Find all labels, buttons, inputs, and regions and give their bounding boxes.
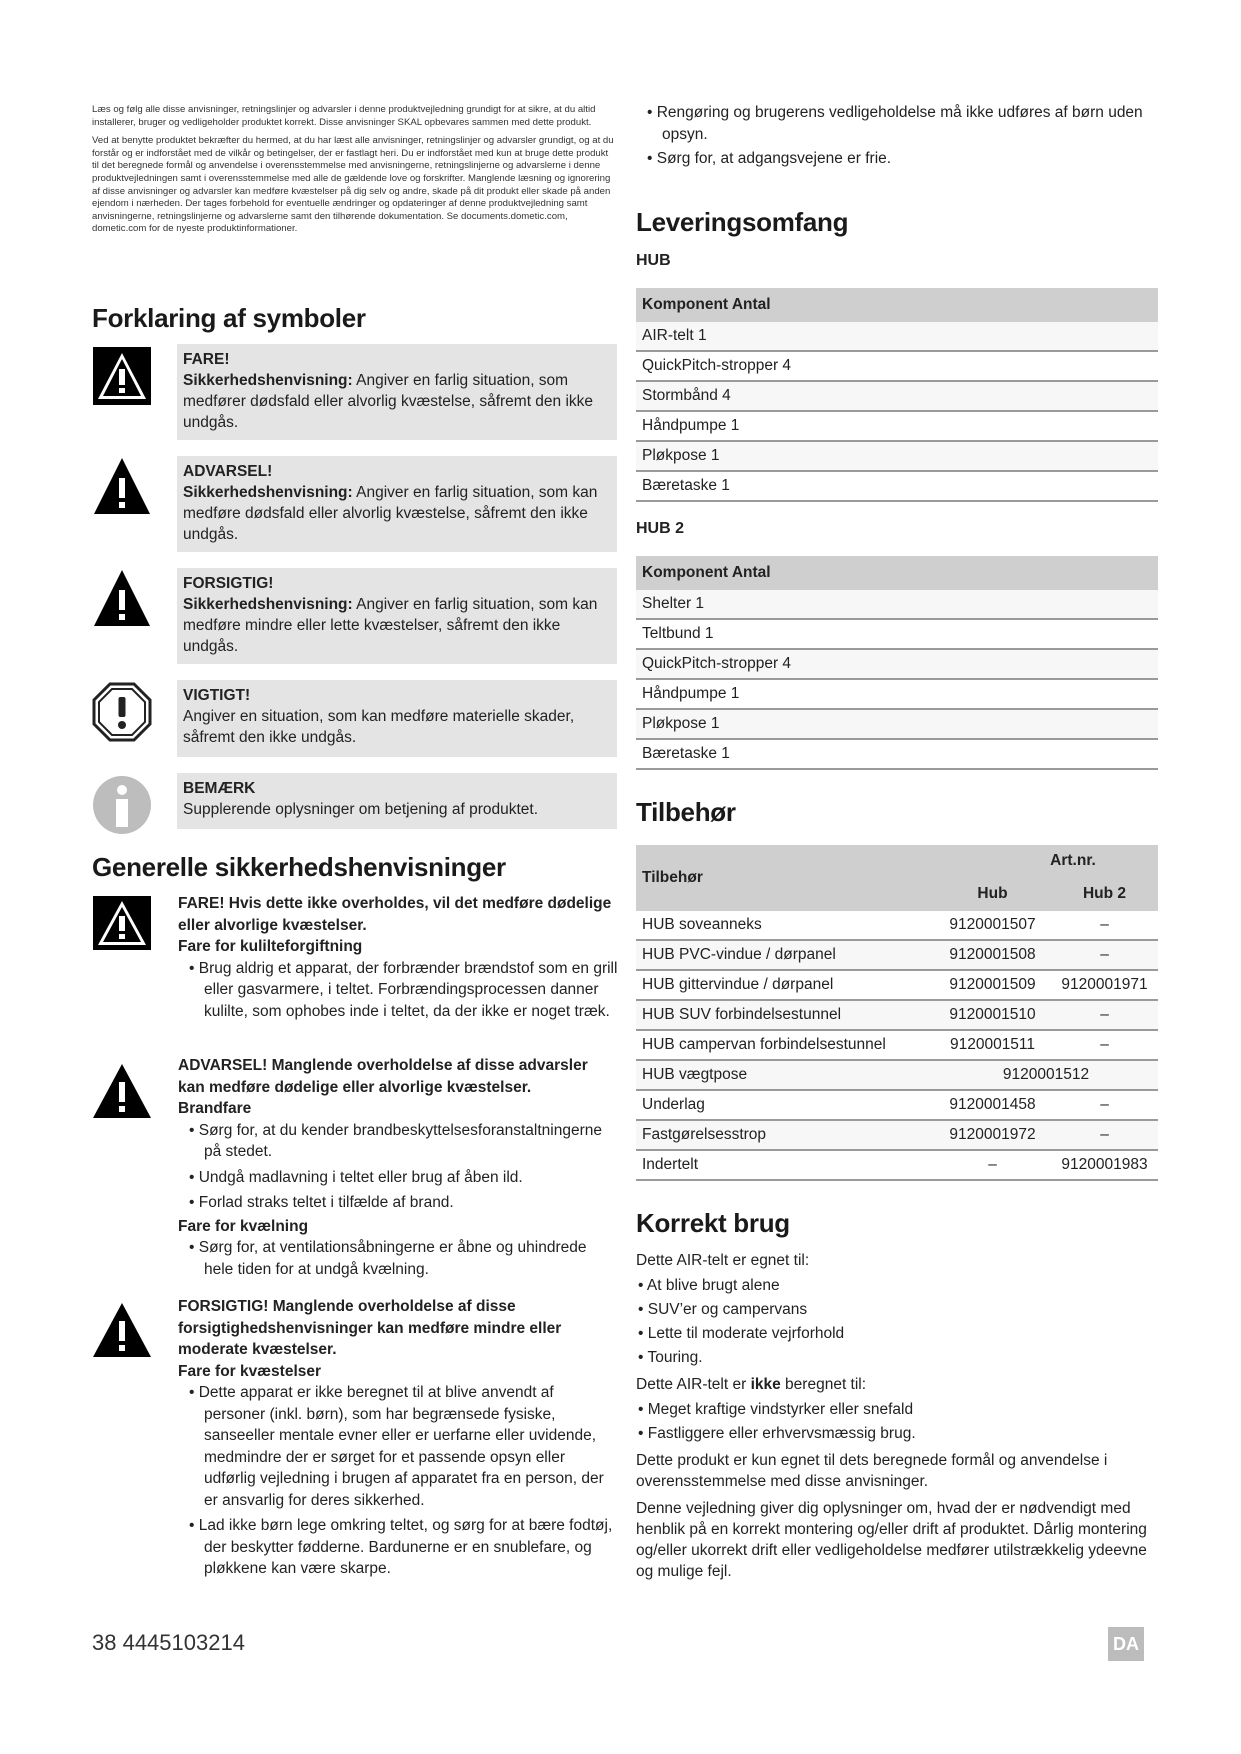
- list-item: • Lette til moderate vejrforhold: [636, 1323, 1161, 1344]
- intro-paragraph-2: Ved at benytte produktet bekræfter du hermed, at du har læst alle anvisninger, retningslinjer og advarsler grundigt, og at du forstår og er indforstået med de vilkår og betingelser, der er fastlagt heri. Du er indforstået med kun at bruge dette produkt til det beregnede formål og anvendelse i overensstemmelse med anvisningerne, retningslinjerne og advarslerne i denne produktvejledningen samt i overensstemmelse med alle de gældende love og forskrifter. Manglende læsning og ignorering af disse anvisninger og advarsler kan medføre kvæstelser på dig selv og andre, skade på dit produkt eller skade på anden ejendom i nærheden. Der tages forbehold for eventuelle ændringer og opdateringer af denne produktvejledning samt anvisningerne, retningslinjerne og advarslerne samt den tilhørende dokumentation. Se documents.dometic.com, dometic.com for de nyeste produktinformationer.: [92, 135, 614, 235]
- hub2-title: HUB 2: [636, 520, 685, 537]
- general-danger-sub: Fare for kulilteforgiftning: [178, 938, 363, 955]
- table-cell: –: [1051, 1120, 1158, 1150]
- correct-use-paragraph-1: Dette produkt er kun egnet til dets beregnede formål og anvendelse i overensstemmelse med disse anvisninger.: [636, 1452, 1108, 1490]
- hub-title: HUB: [636, 252, 671, 269]
- hub-table-header: Komponent Antal: [636, 288, 1158, 322]
- table-cell: 9120001983: [1051, 1150, 1158, 1180]
- table-cell: QuickPitch-stropper 4: [636, 649, 1158, 679]
- table-cell: Teltbund 1: [636, 619, 1158, 649]
- table-row: [636, 739, 1158, 769]
- symbol-caution-box: [177, 568, 617, 664]
- table-cell: 9120001972: [934, 1120, 1051, 1150]
- list-item: • Dette apparat er ikke beregnet til at blive anvendt af personer (inkl. børn), som har begrænsede fysiske, sanseeller mentale evner eller er uerfarne eller uvidende, medmindre der er sørget for et passende opsyn eller udførlig vejledning i brugen af apparatet fra en person, der er ansvarlig for deres sikkerhed.: [178, 1382, 618, 1511]
- table-row: [636, 411, 1158, 441]
- table-cell: Pløkpose 1: [636, 709, 1158, 739]
- symbol-note-text: Supplerende oplysninger om betjening af produktet.: [183, 801, 539, 818]
- symbol-danger-box: [177, 344, 617, 440]
- table-row: [636, 1030, 1158, 1060]
- symbol-caution-text: Angiver en farlig situation, som kan medføre mindre eller lette kvæstelser, såfremt den ikke undgås.: [183, 596, 598, 655]
- table-row: [636, 1090, 1158, 1120]
- table-cell: –: [1051, 1030, 1158, 1060]
- symbol-warning-label: Sikkerhedshenvisning:: [183, 484, 353, 501]
- symbol-danger-title: FARE!: [183, 351, 230, 368]
- table-cell: Håndpumpe 1: [636, 679, 1158, 709]
- general-danger-list: [178, 958, 618, 1023]
- table-row: [636, 1150, 1158, 1180]
- list-item: • Fastliggere eller erhvervsmæssig brug.: [636, 1423, 1161, 1444]
- list-item: • Sørg for, at adgangsvejene er frie.: [636, 148, 1161, 170]
- correct-use-section: [636, 1250, 1161, 1582]
- table-row: [636, 1060, 1158, 1090]
- table-row: [636, 940, 1158, 970]
- correct-use-heading: Korrekt brug: [636, 1208, 790, 1238]
- table-cell: HUB soveanneks: [636, 911, 934, 940]
- general-warning-text: [178, 1055, 618, 1280]
- language-badge: DA: [1108, 1627, 1144, 1661]
- not-suitable-intro: [636, 1374, 1161, 1395]
- accessories-table: [636, 845, 1158, 1181]
- table-cell: 9120001458: [934, 1090, 1051, 1120]
- delivery-heading: Leveringsomfang: [636, 207, 849, 237]
- table-row: [636, 619, 1158, 649]
- list-item: • Touring.: [636, 1347, 1161, 1368]
- notice-octagon-icon: [92, 682, 152, 742]
- symbol-notice-box: [177, 680, 617, 757]
- table-cell: 9120001971: [1051, 970, 1158, 1000]
- list-item: • Meget kraftige vindstyrker eller snefald: [636, 1399, 1161, 1420]
- danger-warning-icon: [92, 895, 152, 951]
- table-cell: Håndpumpe 1: [636, 411, 1158, 441]
- right-top-bullets: [636, 102, 1161, 170]
- table-cell: Bæretaske 1: [636, 471, 1158, 501]
- symbol-warning-text: Angiver en farlig situation, som kan medføre dødsfald eller alvorlig kvæstelse, såfremt den ikke undgås.: [183, 484, 598, 543]
- table-cell: HUB campervan forbindelsestunnel: [636, 1030, 934, 1060]
- general-warning-head: ADVARSEL! Manglende overholdelse af disse advarsler kan medføre dødelige eller alvorlige kvæstelser.: [178, 1057, 588, 1096]
- symbol-note-title: BEMÆRK: [183, 780, 256, 797]
- accessories-hub-header: Hub: [934, 877, 1051, 911]
- list-item: • Sørg for, at du kender brandbeskyttelsesforanstaltningerne på stedet.: [178, 1120, 618, 1163]
- table-cell: HUB vægtpose: [636, 1060, 934, 1090]
- list-item: • Lad ikke børn lege omkring teltet, og sørg for at bære fodtøj, der beskytter fødderne. Bardunerne er en snublefare, og pløkkene kan være skarpe.: [178, 1515, 618, 1580]
- table-cell: –: [934, 1150, 1051, 1180]
- table-cell: HUB PVC-vindue / dørpanel: [636, 940, 934, 970]
- table-cell: Shelter 1: [636, 590, 1158, 619]
- general-caution-list: [178, 1382, 618, 1580]
- table-cell: Stormbånd 4: [636, 381, 1158, 411]
- page-number: 38 4445103214: [92, 1630, 245, 1655]
- table-row: [636, 381, 1158, 411]
- intro: [92, 104, 617, 242]
- not-suitable-post: beregnet til:: [780, 1376, 867, 1393]
- symbol-notice-text: Angiver en situation, som kan medføre materielle skader, såfremt den ikke undgås.: [183, 708, 575, 746]
- table-cell: QuickPitch-stropper 4: [636, 351, 1158, 381]
- info-icon: [92, 775, 152, 835]
- symbols-heading: Forklaring af symboler: [92, 303, 366, 333]
- table-row: [636, 471, 1158, 501]
- table-row: [636, 911, 1158, 940]
- table-cell: –: [1051, 911, 1158, 940]
- table-cell: –: [1051, 940, 1158, 970]
- table-row: [636, 441, 1158, 471]
- list-item: • At blive brugt alene: [636, 1275, 1161, 1296]
- list-item: • Sørg for, at ventilationsåbningerne er åbne og uhindrede hele tiden for at undgå kvælning.: [178, 1237, 618, 1280]
- hub2-table-header: Komponent Antal: [636, 556, 1158, 590]
- table-cell: 9120001508: [934, 940, 1051, 970]
- table-cell: AIR-telt 1: [636, 322, 1158, 351]
- table-cell: Indertelt: [636, 1150, 934, 1180]
- general-warning-sub2: Fare for kvælning: [178, 1217, 309, 1235]
- table-cell: Underlag: [636, 1090, 934, 1120]
- symbol-danger-text: Angiver en farlig situation, som medfører dødsfald eller alvorlig kvæstelse, såfremt den ikke undgås.: [183, 372, 594, 431]
- table-cell: 9120001512: [934, 1060, 1158, 1090]
- table-cell: 9120001511: [934, 1030, 1051, 1060]
- table-row: [636, 649, 1158, 679]
- list-item: • Brug aldrig et apparat, der forbrænder brændstof som en grill eller gasvarmere, i teltet. Forbrændingsprocessen danner kulilte, som ophobes inde i teltet, da der ikke er noget træk.: [178, 958, 618, 1023]
- warning-triangle-icon: [92, 1063, 152, 1119]
- caution-triangle-icon: [92, 1302, 152, 1358]
- table-row: [636, 351, 1158, 381]
- accessories-artnr: Art.nr.: [934, 845, 1158, 877]
- general-danger-text: [178, 893, 618, 1022]
- correct-use-intro: Dette AIR-telt er egnet til:: [636, 1252, 810, 1269]
- table-cell: 9120001509: [934, 970, 1051, 1000]
- table-cell: –: [1051, 1000, 1158, 1030]
- danger-warning-icon: [92, 346, 152, 406]
- general-warning-sub1: Brandfare: [178, 1100, 252, 1117]
- suitable-list: [636, 1275, 1161, 1368]
- symbol-caution-title: FORSIGTIG!: [183, 575, 274, 592]
- general-caution-text: [178, 1296, 618, 1580]
- table-cell: Pløkpose 1: [636, 441, 1158, 471]
- table-cell: 9120001507: [934, 911, 1051, 940]
- symbol-caution-label: Sikkerhedshenvisning:: [183, 596, 353, 613]
- table-cell: –: [1051, 1090, 1158, 1120]
- table-row: [636, 1000, 1158, 1030]
- table-row: [636, 1120, 1158, 1150]
- general-safety-heading: Generelle sikkerhedshenvisninger: [92, 852, 506, 882]
- accessories-heading: Tilbehør: [636, 797, 736, 827]
- symbol-warning-box: [177, 456, 617, 552]
- general-warning-list2: [178, 1237, 618, 1280]
- general-danger-head: FARE! Hvis dette ikke overholdes, vil det medføre dødelige eller alvorlige kvæstelser.: [178, 895, 612, 934]
- symbol-notice-title: VIGTIGT!: [183, 687, 251, 704]
- list-item: • Rengøring og brugerens vedligeholdelse må ikke udføres af børn uden opsyn.: [636, 102, 1161, 145]
- general-caution-head: FORSIGTIG! Manglende overholdelse af disse forsigtighedshenvisninger kan medføre mindre eller moderate kvæstelser.: [178, 1298, 562, 1358]
- symbol-danger-label: Sikkerhedshenvisning:: [183, 372, 353, 389]
- correct-use-paragraph-2: Denne vejledning giver dig oplysninger om, hvad der er nødvendigt med henblik på en korrekt montering og/eller drift af produktet. Dårlig montering og/eller ukorrekt drift eller vedligeholdelse medfører utilstrækkelig ydeevne og mulige fejl.: [636, 1500, 1147, 1580]
- warning-triangle-icon: [92, 456, 152, 516]
- symbol-note-box: [177, 773, 617, 829]
- intro-paragraph-1: Læs og følg alle disse anvisninger, retningslinjer og advarsler i denne produktvejledning grundigt for at sikre, at du altid installerer, bruger og vedligeholder produktet korrekt. Disse anvisninger SKAL opbevares sammen med dette produkt.: [92, 104, 596, 128]
- hub-table: [636, 288, 1158, 502]
- list-item: • Undgå madlavning i teltet eller brug af åben ild.: [178, 1167, 618, 1189]
- accessories-col-label: Tilbehør: [636, 845, 934, 911]
- table-row: [636, 322, 1158, 351]
- caution-triangle-icon: [92, 568, 152, 628]
- table-row: [636, 679, 1158, 709]
- symbol-warning-title: ADVARSEL!: [183, 463, 273, 480]
- accessories-hub2-header: Hub 2: [1051, 877, 1158, 911]
- list-item: • SUV’er og campervans: [636, 1299, 1161, 1320]
- general-caution-sub: Fare for kvæstelser: [178, 1362, 322, 1380]
- table-row: [636, 590, 1158, 619]
- table-cell: HUB gittervindue / dørpanel: [636, 970, 934, 1000]
- table-cell: Fastgørelsesstrop: [636, 1120, 934, 1150]
- table-cell: 9120001510: [934, 1000, 1051, 1030]
- table-row: [636, 709, 1158, 739]
- not-suitable-pre: Dette AIR-telt er: [636, 1376, 751, 1393]
- not-suitable-list: [636, 1399, 1161, 1444]
- table-cell: Bæretaske 1: [636, 739, 1158, 769]
- not-suitable-bold: ikke: [750, 1376, 781, 1393]
- hub2-table: [636, 556, 1158, 770]
- table-row: [636, 970, 1158, 1000]
- table-cell: HUB SUV forbindelsestunnel: [636, 1000, 934, 1030]
- general-warning-list1: [178, 1120, 618, 1214]
- list-item: • Forlad straks teltet i tilfælde af brand.: [178, 1192, 618, 1214]
